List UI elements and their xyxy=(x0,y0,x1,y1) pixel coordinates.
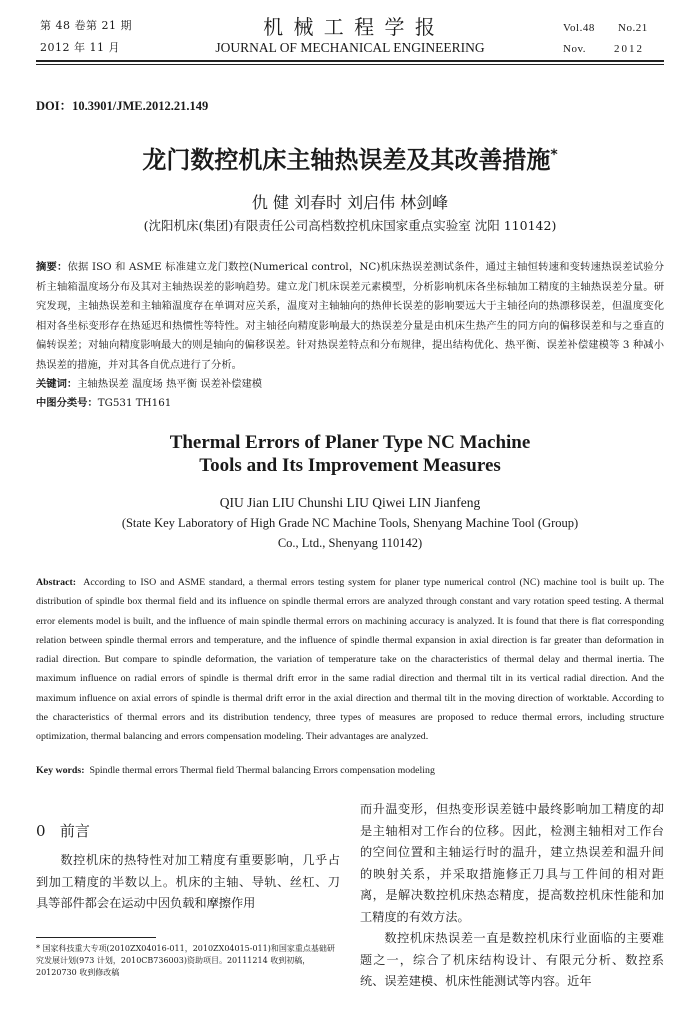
journal-title-cn: 机 械 工 程 学 报 xyxy=(263,15,437,39)
keywords-cn-label: 关键词： xyxy=(36,378,78,390)
title-footnote-mark: * xyxy=(550,147,558,163)
keywords-en-label: Key words: xyxy=(36,765,85,776)
footnote-rule xyxy=(36,937,156,938)
keywords-cn-text: 主轴热误差 温度场 热平衡 误差补偿建模 xyxy=(77,378,263,390)
clc-cn-text: TG531 TH161 xyxy=(97,397,172,409)
title-en-line1: Thermal Errors of Planer Type NC Machine xyxy=(169,432,531,453)
header-no-en: No.21 xyxy=(618,22,648,34)
journal-title-en: JOURNAL OF MECHANICAL ENGINEERING xyxy=(215,40,485,55)
footnote xyxy=(36,943,340,979)
keywords-cn xyxy=(36,375,664,395)
header-vol-en: Vol.48 xyxy=(563,22,595,34)
header-rule-top xyxy=(36,60,664,62)
abstract-cn-label: 摘要： xyxy=(36,261,68,273)
footnote-mark: * xyxy=(36,944,40,953)
header-date: 2012 年 11 月 xyxy=(40,41,120,54)
authors-en: QIU Jian LIU Chunshi LIU Qiwei LIN Jianfeng xyxy=(219,495,481,510)
title-cn xyxy=(0,140,700,175)
authors-cn: 仇 健 刘春时 刘启伟 林剑峰 xyxy=(251,193,449,212)
title-cn-text: 龙门数控机床主轴热误差及其改善措施 xyxy=(142,146,551,174)
affiliation-cn: (沈阳机床(集团)有限责任公司高档数控机床国家重点实验室 沈阳 110142) xyxy=(143,218,557,233)
abstract-cn xyxy=(36,258,664,376)
abstract-en-text: According to ISO and ASME standard, a thermal errors testing system for planer type numerical control (NC) machine tool is built up. The distribution of spindle box thermal field and its influence on spindle thermal errors are analyzed through constant and vary rotation speed testing. A thermal error elements model is built, and the influence of main spindle thermal errors on machining accuracy is analyzed. It is found that there is flat corresponding relation between spindle thermal errors and temperature, and the influence of spindle thermal expansion in axial direction is far greater than deformation in radial direction. But compare to spindle deformation, the variation of temperature take on the characteristics of thermal delay and thermal inertia. The maximum influence on radial errors of spindle is thermal drift error in the same radial direction and thermal tilt in its vertical radial direction. And the maximum influence on axial errors of spindle is thermal drift error in the axial direction and thermal tilt in the moving direction of worktable. According to the characteristics of thermal errors and its distribution tendency, three types of measures are proposed to reduce thermal errors, including structure optimization, thermal balancing and errors compensation modeling. Their advantages are analyzed. xyxy=(36,577,664,743)
clc-cn-label: 中图分类号： xyxy=(36,397,98,409)
keywords-en-text: Spindle thermal errors Thermal field Thermal balancing Errors compensation modeling xyxy=(89,765,435,776)
clc-cn xyxy=(36,394,664,414)
section-heading xyxy=(36,820,90,841)
abstract-cn-text: 依据 ISO 和 ASME 标准建立龙门数控(Numerical control，NC)机床热误差测试条件，通过主轴恒转速和变转速热误差试验分析主轴箱温度场分布及其对主轴热误差的影响趋势。建立龙门机床误差元素模型，分析影响机床各坐标轴加工精度的主轴热误差分量。研究发现，主轴热误差和主轴箱温度存在单调对应关系，温度对主轴轴向的热伸长误差的影响要远大于主轴径向的热漂移误差，但温度变化相对各坐标变形存在热延迟和热惯性等特性。对主轴径向精度影响最大的热误差分量是由机床生热产生的同方向的偏移误差和与之垂直的偏转误差；对轴向精度影响最大的则是轴向的偏移误差。针对热误差特点和分布规律，提出结构优化、热平衡、误差补偿建模等 3 种减小热误差的措施，并对其各自优点进行了分析。 xyxy=(36,261,665,371)
section-title: 前言 xyxy=(59,822,90,840)
header-volume-issue: 第 48 卷第 21 期 xyxy=(40,19,132,32)
title-en-line2: Tools and Its Improvement Measures xyxy=(199,455,501,476)
footnote-text: 国家科技重大专项(2010ZX04016-011，2010ZX04015-011)和国家重点基础研究发展计划(973 计划，2010CB736003)资助项目。20111214 收到初稿，20120730 收到修改稿 xyxy=(36,944,335,977)
affiliation-en-line1: (State Key Laboratory of High Grade NC Machine Tools, Shenyang Machine Tool (Group) xyxy=(121,516,579,530)
header-month-en: Nov. xyxy=(563,43,586,55)
abstract-en-label: Abstract: xyxy=(36,577,77,588)
header-year-en: 2012 xyxy=(614,43,644,55)
abstract-en xyxy=(36,573,664,747)
doi: DOI：10.3901/JME.2012.21.149 xyxy=(36,99,209,113)
header-rule-bottom xyxy=(36,64,664,65)
section-number: 0 xyxy=(36,822,46,840)
right-column-paragraph-2: 数控机床热误差一直是数控机床行业面临的主要难题之一，综合了机床结构设计、有限元分析、数控系统、误差建模、机床性能测试等内容。近年 xyxy=(360,931,664,988)
left-column-paragraph: 数控机床的热特性对加工精度有重要影响，几乎占到加工精度的半数以上。机床的主轴、导轨、丝杠、刀具等部件都会在运动中因负载和摩擦作用 xyxy=(36,853,340,910)
keywords-en xyxy=(36,761,664,780)
right-column-paragraph-1: 而升温变形，但热变形误差链中最终影响加工精度的却是主轴相对工作台的位移。因此，检测主轴相对工作台的空间位置和主轴运行时的温升，建立热误差和温升间的映射关系，并采取措施修正刀具与工件间的相对距离，是解决数控机床热态精度，提高数控机床性能和加工精度的有效方法。 xyxy=(360,802,664,924)
affiliation-en-line2: Co., Ltd., Shenyang 110142) xyxy=(277,536,423,550)
